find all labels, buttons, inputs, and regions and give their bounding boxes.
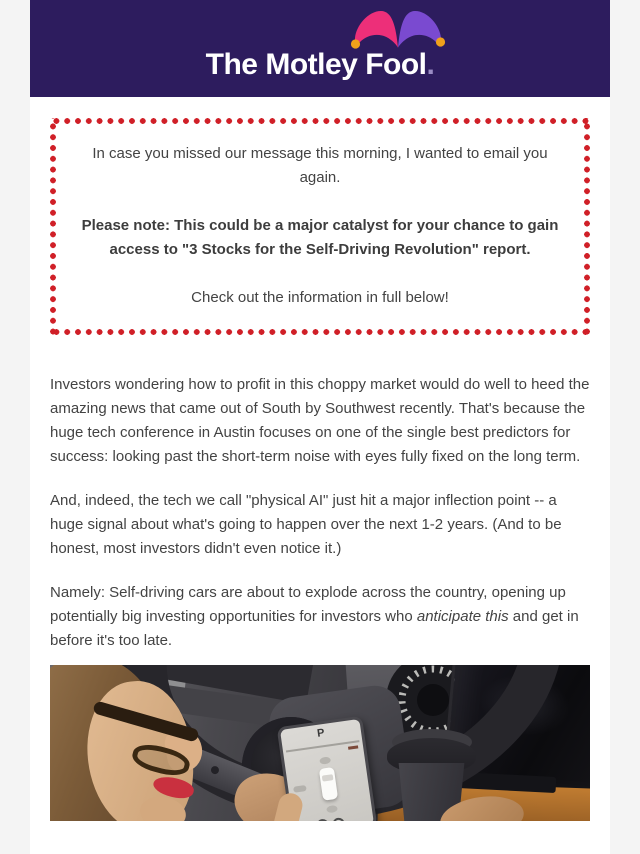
notice-paragraph-1: In case you missed our message this morning, I wanted to email you again. [92,145,548,186]
phone-screen-wheel-icon [316,818,330,821]
brand-wordmark [30,48,610,82]
notice-box [50,118,590,335]
paragraph-3-text-end: and get in before it's too late. [50,608,579,649]
jester-hat-icon [348,8,448,50]
car-top-view-icon [319,767,338,801]
email-body [30,118,610,821]
brand-suffix: Fool [365,48,427,81]
phone-screen-button-shape [319,756,331,764]
email-container [30,0,610,854]
brand-period: . [426,48,435,81]
phone-screen-mark [348,745,358,749]
article-paragraph-3 [50,581,590,653]
article-paragraph-2: And, indeed, the tech we call "physical AI" just hit a major inflection point -- a huge signal about what's going to happen over the next 1-2 years. (And to be honest, most investors didn't even notice it.) [50,492,562,557]
spoke-button-shape [210,765,220,775]
emphasis-anticipate-this: anticipate this [416,608,509,625]
paragraph-3-text: Namely: Self-driving cars are about to explode across the country, opening up potentially big investing opportunities for investors who [50,584,566,625]
phone-screen-button-shape [326,805,338,813]
article-paragraph-1: Investors wondering how to profit in this choppy market would do well to heed the amazing news that came out of South by Southwest recently. That's because the huge tech conference in Austin focuses on one of the single best predictors for success: looking past the short-term noise with eyes fully fixed on the long term. [50,376,590,465]
notice-paragraph-2: Please note: This could be a major catalyst for your chance to gain access to "3 Stocks for the Self-Driving Revolution" report. [81,217,559,258]
email-header [30,0,610,97]
phone-screen-wheel-icon [332,817,346,821]
phone-screen-letter: P [316,726,326,740]
phone-screen-label-shape [293,785,307,793]
notice-paragraph-3: Check out the information in full below! [191,289,449,306]
brand-prefix: The Motley [205,48,358,81]
motley-fool-logo[interactable] [30,0,610,97]
article-image-self-driving-car[interactable] [50,665,590,821]
